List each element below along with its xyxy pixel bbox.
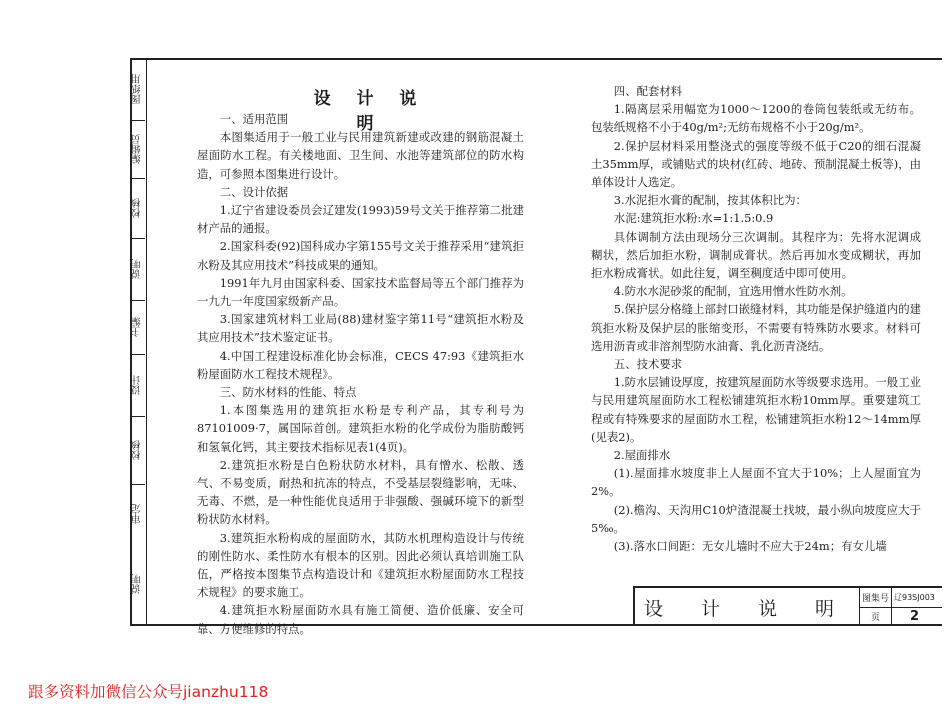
paragraph: 2.国家科委(92)国科成办字第155号文关于推荐采用“建筑拒水粉及其应用技术”科技成果的通知。 <box>197 239 524 272</box>
page-title: 设 计 说 明 <box>313 89 427 134</box>
title-block-title: 设 计 说 明 <box>635 588 860 626</box>
section-heading: 五、技术要求 <box>613 357 683 372</box>
paragraph: 4.建筑拒水粉屋面防水具有施工简便、造价低廉、安全可靠、方便维修的特点。 <box>197 603 524 636</box>
section-heading: 三、防水材料的性能、特点 <box>219 385 357 400</box>
paragraph: (1).屋面排水坡度非上人屋面不宜大于10%；上人屋面宜为2%。 <box>591 466 921 499</box>
atlas-number-label: 图集号 <box>860 588 892 607</box>
paragraph: 2.屋面排水 <box>613 448 671 463</box>
paragraph: 1991年九月由国家科委、国家技术监督局等五个部门推荐为一九九一年度国家级新产品。 <box>197 275 524 309</box>
paragraph: 1.防水层铺设厚度，按建筑屋面防水等级要求选用。一般工业与民用建筑屋面防水工程松铺建筑拒水粉10mm厚。重要建筑工程或有特殊要求的屋面防水工程，松铺建筑拒水粉12～14mm厚(见表2)。 <box>591 375 921 444</box>
section-heading: 二、设计依据 <box>219 184 289 199</box>
side-signature-strip <box>130 58 147 626</box>
paragraph: 3.国家建筑材料工业局(88)建材鉴字第11号“建筑拒水粉及其应用技术”技术鉴定证书。 <box>197 312 524 345</box>
atlas-number-value: 辽93SJ003 <box>894 593 935 602</box>
right-text-column <box>591 82 921 555</box>
paragraph: 2.保护层材料采用整浇式的强度等级不低于C20的细石混凝土35mm厚，或铺贴式的块材(红砖、地砖、预制混凝土板等)，由单体设计人选定。 <box>591 138 921 190</box>
paragraph: 本图集适用于一般工业与民用建筑新建或改建的钢筋混凝土屋面防水工程。有关楼地面、卫生间、水池等建筑部位的防水构造，可参照本图集进行设计。 <box>197 130 524 181</box>
atlas-number-row <box>860 588 942 608</box>
paragraph: 2.建筑拒水粉是白色粉状防水材料，具有憎水、松散、透气、不易变质，耐热和抗冻的特点，不受基层裂缝影响，无味、无毒、不燃，是一种性能优良适用于非强酸、强碱环境下的新型粉状防水材料。 <box>197 457 524 527</box>
side-cell: 校核 <box>130 416 145 484</box>
section-heading: 一、适用范围 <box>219 112 289 126</box>
paragraph: 4.中国工程建设标准化协会标准，CECS 47:93《建筑拒水粉屋面防水工程技术规程》。 <box>197 348 524 381</box>
title-block-grid <box>860 588 942 626</box>
paragraph: 1.隔离层采用幅宽为1000～1200的卷筒包装纸或无纺布。包装纸规格不小于40g/m²;无纺布规格不小于20g/m²。 <box>591 102 921 135</box>
paragraph: (2).檐沟、天沟用C10炉渣混凝土找坡，最小纵向坡度应大于5‰。 <box>591 502 921 535</box>
paragraph: 3.水泥拒水膏的配制，按其体积比为： <box>613 193 807 208</box>
paragraph: 5.保护层分格缝上部封口嵌缝材料，其功能是保护缝道内的建筑拒水粉及保护层的胀缩变形，不需要有特殊防水要求。材料可选用沥青或非溶剂型防水油膏、乳化沥青浇结。 <box>591 302 921 353</box>
side-cell: 校核 <box>130 178 145 238</box>
paragraph: (3).落水口间距：无女儿墙时不应大于24m；有女儿墙 <box>613 539 887 554</box>
footer-watermark-text: 跟多资料加微信公众号jianzhu118 <box>28 683 269 701</box>
paragraph: 水泥:建筑拒水粉:水=1:1.5:0.9 <box>613 211 774 226</box>
side-cell: 说明 <box>130 238 145 300</box>
side-cell: 说明 <box>132 574 143 594</box>
paragraph: 1.辽宁省建设委员会辽建发(1993)59号文关于推荐第二批建材产品的通报。 <box>197 203 524 236</box>
page-number-label: 页 <box>860 607 892 626</box>
page-number-row <box>860 607 942 626</box>
title-block <box>633 586 942 626</box>
side-cell: 主编 <box>130 300 145 354</box>
paragraph: 具体调制方法由现场分三次调制。其程序为：先将水泥调成糊状，然后加拒水粉，调制成膏状。然后再加水变成糊状，再加拒水粉成膏状。如此往复，调至稠度适中即可使用。 <box>591 229 921 281</box>
paragraph: 3.建筑拒水粉构成的屋面防水，其防水机理构造设计与传统的刚性防水、柔性防水有根本的区别。因此必须认真培训施工队伍，严格按本图集节点构造设计和《建筑拒水粉屋面防水工程技术规程》的要求施工。 <box>197 530 524 600</box>
side-cell: 审定 <box>130 484 145 544</box>
left-text-column <box>197 110 524 638</box>
side-cell: 图纸用 <box>130 58 145 120</box>
page-number-value: 2 <box>910 609 920 624</box>
paragraph: 1.本图集选用的建筑拒水粉是专利产品，其专利号为87101009·7，属国际首创。建筑拒水粉的化学成份为脂肪酸钙和氢氧化钙，其主要技术指标见表1(4页)。 <box>197 403 524 454</box>
section-heading: 四、配套材料 <box>613 84 683 98</box>
side-cell: 设计 <box>130 354 145 416</box>
side-cell: 编辑员 <box>130 120 145 178</box>
paragraph: 4.防水水泥砂浆的配制，宜选用憎水性防水剂。 <box>613 284 853 299</box>
